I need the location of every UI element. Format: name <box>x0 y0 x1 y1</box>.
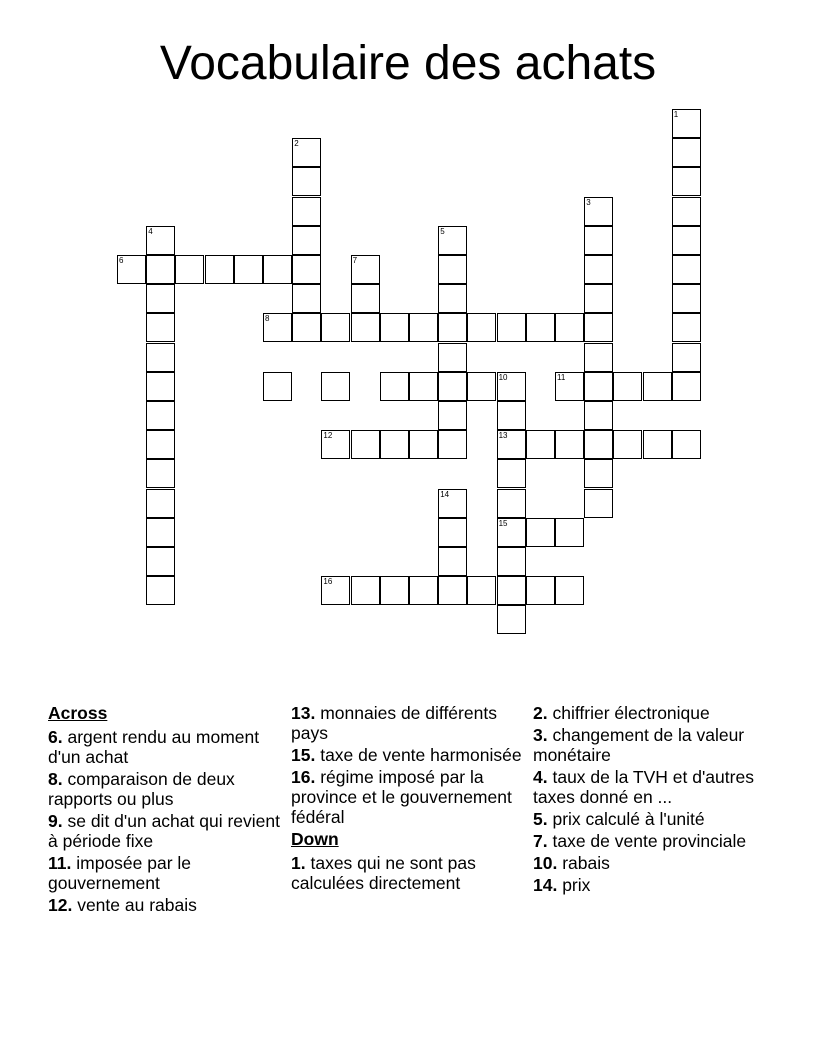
grid-cell[interactable] <box>584 284 613 313</box>
clue-number-label: 15. <box>291 745 316 765</box>
grid-cell[interactable] <box>351 313 380 342</box>
grid-cell[interactable] <box>146 255 175 284</box>
grid-cell[interactable] <box>526 576 555 605</box>
grid-cell[interactable] <box>205 255 234 284</box>
clue-number: 7 <box>352 256 358 265</box>
clue-number-label: 6. <box>48 727 63 747</box>
clue <box>533 853 759 873</box>
grid-cell[interactable] <box>672 138 701 167</box>
grid-cell[interactable] <box>584 197 613 226</box>
grid-cell[interactable] <box>292 255 321 284</box>
clue <box>533 809 759 829</box>
grid-cell[interactable] <box>672 284 701 313</box>
grid-cell[interactable] <box>234 255 263 284</box>
across-header: Across <box>48 703 108 723</box>
clue-text: taux de la TVH et d'autres taxes donné en ... <box>533 767 754 807</box>
grid-cell[interactable] <box>321 430 350 459</box>
clue-text: prix calculé à l'unité <box>552 809 705 829</box>
clue-number-label: 13. <box>291 703 316 723</box>
grid-cell[interactable] <box>438 372 467 401</box>
grid-cell[interactable] <box>555 313 584 342</box>
grid-cell[interactable] <box>292 197 321 226</box>
grid-cell[interactable] <box>175 255 204 284</box>
clue <box>533 767 759 807</box>
grid-cell[interactable] <box>351 255 380 284</box>
clue-text: comparaison de deux rapports ou plus <box>48 769 235 809</box>
clue-number: 16 <box>323 577 333 587</box>
grid-cell[interactable] <box>438 518 467 547</box>
grid-cell[interactable] <box>409 576 438 605</box>
clue-number-label: 12. <box>48 895 73 915</box>
grid-cell[interactable] <box>467 372 496 401</box>
grid-cell[interactable] <box>438 343 467 372</box>
grid-cell[interactable] <box>292 226 321 255</box>
grid-cell[interactable] <box>292 167 321 196</box>
grid-cell[interactable] <box>584 459 613 488</box>
grid-cell[interactable] <box>438 313 467 342</box>
across-clue-list <box>48 727 280 915</box>
grid-cell[interactable] <box>584 401 613 430</box>
clue <box>48 727 280 767</box>
grid-cell[interactable] <box>146 284 175 313</box>
grid-cell[interactable] <box>351 284 380 313</box>
grid-cell[interactable] <box>292 313 321 342</box>
clue-text: vente au rabais <box>77 895 197 915</box>
clue-text: se dit d'un achat qui revient à période fixe <box>48 811 280 851</box>
clue <box>291 853 523 893</box>
grid-cell[interactable] <box>584 255 613 284</box>
clue-text: changement de la valeur monétaire <box>533 725 745 765</box>
grid-cell[interactable] <box>672 313 701 342</box>
clue <box>533 703 759 723</box>
clue-number-label: 10. <box>533 853 558 873</box>
grid-cell[interactable] <box>351 576 380 605</box>
grid-cell[interactable] <box>584 430 613 459</box>
grid-cell[interactable] <box>467 313 496 342</box>
grid-cell[interactable] <box>526 518 555 547</box>
clue-number: 6 <box>119 256 124 265</box>
grid-cell[interactable] <box>438 430 467 459</box>
clue <box>291 767 523 827</box>
across-clue-list-continued <box>291 703 523 827</box>
grid-cell[interactable] <box>643 430 672 459</box>
grid-cell[interactable] <box>146 430 175 459</box>
grid-cell[interactable] <box>438 576 467 605</box>
grid-cell[interactable] <box>584 489 613 518</box>
clue-number-label: 1. <box>291 853 306 873</box>
grid-cell[interactable] <box>146 489 175 518</box>
clue-number: 10 <box>498 372 508 382</box>
grid-cell[interactable] <box>672 343 701 372</box>
grid-cell[interactable] <box>146 547 175 576</box>
down-header: Down <box>291 829 339 849</box>
clue-text: taxes qui ne sont pas calculées directement <box>291 853 476 893</box>
clue-text: régime imposé par la province et le gouvernement fédéral <box>291 767 512 827</box>
clue <box>48 895 280 915</box>
grid-cell[interactable] <box>672 167 701 196</box>
clue-text: imposée par le gouvernement <box>48 853 192 893</box>
grid-cell[interactable] <box>672 109 701 138</box>
clue <box>291 745 523 765</box>
clue <box>48 811 280 851</box>
clue-number: 2 <box>294 139 299 149</box>
grid-cell[interactable] <box>672 430 701 459</box>
clue-text: taxe de vente harmonisée <box>320 745 522 765</box>
clue <box>48 853 280 893</box>
clue-number-label: 11. <box>48 853 72 873</box>
grid-cell[interactable] <box>438 226 467 255</box>
grid-cell[interactable] <box>497 430 526 459</box>
grid-cell[interactable] <box>263 255 292 284</box>
grid-cell[interactable] <box>292 138 321 167</box>
clue-column-2 <box>291 703 523 895</box>
grid-cell[interactable] <box>584 226 613 255</box>
grid-cell[interactable] <box>526 313 555 342</box>
grid-cell[interactable] <box>497 489 526 518</box>
grid-cell[interactable] <box>380 576 409 605</box>
grid-cell[interactable] <box>438 489 467 518</box>
grid-cell[interactable] <box>438 284 467 313</box>
grid-cell[interactable] <box>497 372 526 401</box>
grid-cell[interactable] <box>438 401 467 430</box>
clue-number-label: 8. <box>48 769 63 789</box>
grid-cell[interactable] <box>263 372 292 401</box>
clue-column-3 <box>533 703 759 897</box>
grid-cell[interactable] <box>321 372 350 401</box>
clue-text: chiffrier électronique <box>552 703 710 723</box>
clue-number: 5 <box>440 226 445 236</box>
grid-cell[interactable] <box>555 430 584 459</box>
grid-cell[interactable] <box>146 372 175 401</box>
clue-number: 11 <box>557 372 566 382</box>
grid-cell[interactable] <box>146 313 175 342</box>
grid-cell[interactable] <box>380 430 409 459</box>
grid-cell[interactable] <box>438 255 467 284</box>
clue-number-label: 16. <box>291 767 316 787</box>
grid-cell[interactable] <box>467 576 496 605</box>
grid-cell[interactable] <box>497 313 526 342</box>
grid-cell[interactable] <box>555 576 584 605</box>
grid-cell[interactable] <box>584 313 613 342</box>
clue-number: 13 <box>498 431 508 441</box>
grid-cell[interactable] <box>117 255 146 284</box>
grid-cell[interactable] <box>497 401 526 430</box>
grid-cell[interactable] <box>584 343 613 372</box>
clue <box>48 769 280 809</box>
grid-cell[interactable] <box>409 313 438 342</box>
clue-number-label: 5. <box>533 809 548 829</box>
clue-number: 4 <box>148 226 153 236</box>
clue <box>533 875 759 895</box>
grid-cell[interactable] <box>526 430 555 459</box>
grid-cell[interactable] <box>351 430 380 459</box>
clue-number: 12 <box>323 431 333 441</box>
grid-cell[interactable] <box>263 313 292 342</box>
clue-text: taxe de vente provinciale <box>552 831 747 851</box>
grid-cell[interactable] <box>555 518 584 547</box>
grid-cell[interactable] <box>497 547 526 576</box>
clue <box>533 725 759 765</box>
grid-cell[interactable] <box>321 313 350 342</box>
clue-number-label: 14. <box>533 875 558 895</box>
clue-number-label: 2. <box>533 703 548 723</box>
grid-cell[interactable] <box>321 576 350 605</box>
grid-cell[interactable] <box>409 372 438 401</box>
grid-cell[interactable] <box>146 343 175 372</box>
grid-cell[interactable] <box>497 605 526 634</box>
grid-cell[interactable] <box>497 459 526 488</box>
grid-cell[interactable] <box>672 255 701 284</box>
grid-cell[interactable] <box>672 372 701 401</box>
grid-cell[interactable] <box>146 576 175 605</box>
clue-text: argent rendu au moment d'un achat <box>48 727 260 767</box>
clue-number-label: 3. <box>533 725 548 745</box>
clue-number: 1 <box>673 110 679 119</box>
grid-cell[interactable] <box>146 459 175 488</box>
clue <box>533 831 759 851</box>
clue-number: 15 <box>498 518 508 528</box>
grid-cell[interactable] <box>409 430 438 459</box>
grid-cell[interactable] <box>292 284 321 313</box>
grid-cell[interactable] <box>613 372 642 401</box>
puzzle-title: Vocabulaire des achats <box>159 37 657 90</box>
grid-cell[interactable] <box>380 313 409 342</box>
clue-number: 3 <box>586 197 591 207</box>
clue-number: 14 <box>440 489 450 499</box>
grid-cell[interactable] <box>380 372 409 401</box>
grid-cell[interactable] <box>672 226 701 255</box>
grid-cell[interactable] <box>146 401 175 430</box>
grid-cell[interactable] <box>672 197 701 226</box>
grid-cell[interactable] <box>146 226 175 255</box>
clue-text: prix <box>562 875 591 895</box>
clue-text: rabais <box>562 853 610 873</box>
clue <box>291 703 523 743</box>
grid-cell[interactable] <box>584 372 613 401</box>
clue-number-label: 9. <box>48 811 63 831</box>
clue-number-label: 7. <box>533 831 548 851</box>
grid-cell[interactable] <box>146 518 175 547</box>
grid-cell[interactable] <box>643 372 672 401</box>
grid-cell[interactable] <box>613 430 642 459</box>
clue-text: monnaies de différents pays <box>291 703 497 743</box>
grid-cell[interactable] <box>555 372 584 401</box>
grid-cell[interactable] <box>438 547 467 576</box>
grid-cell[interactable] <box>497 518 526 547</box>
down-clue-list <box>291 853 523 893</box>
clue-number-label: 4. <box>533 767 548 787</box>
clue-number: 8 <box>265 314 270 324</box>
grid-cell[interactable] <box>497 576 526 605</box>
down-clue-list-continued <box>533 703 759 895</box>
clue-column-1 <box>48 703 280 917</box>
crossword-grid <box>117 109 700 635</box>
